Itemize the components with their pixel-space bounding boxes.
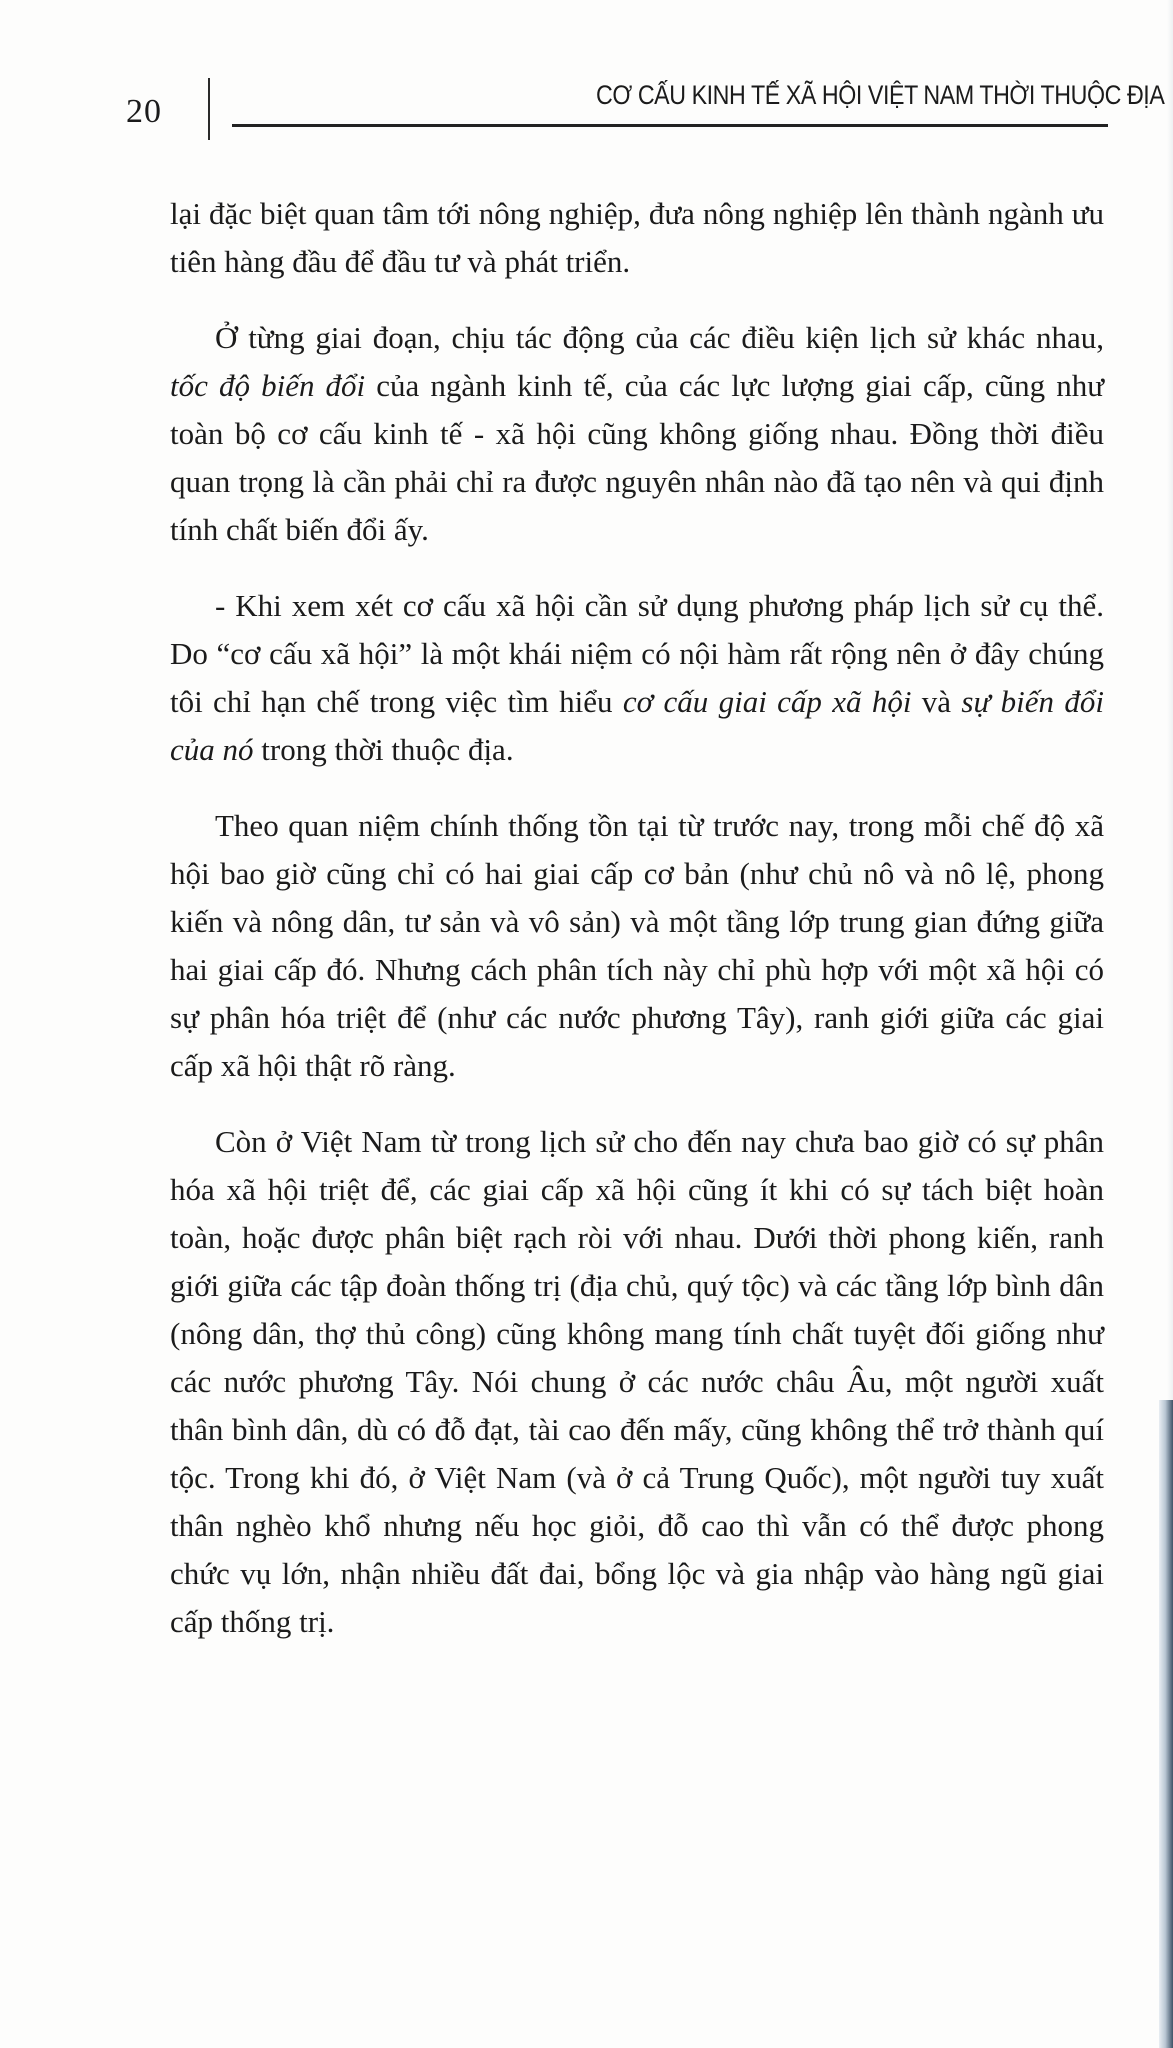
header-divider bbox=[208, 78, 210, 140]
header-rule bbox=[232, 124, 1108, 127]
page-header bbox=[0, 0, 1173, 150]
running-title: CƠ CẤU KINH TẾ XÃ HỘI VIỆT NAM THỜI THUỘC ĐỊA bbox=[596, 80, 1165, 110]
paragraph-2 bbox=[170, 314, 1104, 554]
paragraph-3-italic-1: cơ cấu giai cấp xã hội bbox=[622, 684, 912, 719]
paragraph-3-text-c: và bbox=[911, 684, 962, 719]
paragraph-3-text-a: - Khi xem xét cơ cấu xã hội cần sử dụng phương pháp lịch sử cụ thể. Do “cơ cấu xã hội” là một khái niệm có nội hàm rất rộng nên ở đây chúng tôi chỉ hạn chế trong việc tìm hiểu bbox=[170, 588, 1104, 719]
paragraph-2-italic: tốc độ biến đổi bbox=[170, 368, 366, 403]
page-edge-binding bbox=[1159, 1400, 1173, 2048]
page-number: 20 bbox=[126, 93, 162, 130]
body-text bbox=[170, 190, 1104, 1674]
paragraph-2-text-a: Ở từng giai đoạn, chịu tác động của các điều kiện lịch sử khác nhau, bbox=[215, 320, 1104, 355]
page-edge-shadow bbox=[1167, 0, 1173, 1400]
paragraph-3 bbox=[170, 582, 1104, 774]
paragraph-5: Còn ở Việt Nam từ trong lịch sử cho đến nay chưa bao giờ có sự phân hóa xã hội triệt để, các giai cấp xã hội cũng ít khi có sự tách biệt hoàn toàn, hoặc được phân biệt rạch ròi với nhau. Dưới thời phong kiến, ranh giới giữa các tập đoàn thống trị (địa chủ, quý tộc) và các tầng lớp bình dân (nông dân, thợ thủ công) cũng không mang tính chất tuyệt đối giống như các nước phương Tây. Nói chung ở các nước châu Âu, một người xuất thân bình dân, dù có đỗ đạt, tài cao đến mấy, cũng không thể trở thành quí tộc. Trong khi đó, ở Việt Nam (và ở cả Trung Quốc), một người tuy xuất thân nghèo khổ nhưng nếu học giỏi, đỗ cao thì vẫn có thể được phong chức vụ lớn, nhận nhiều đất đai, bổng lộc và gia nhập vào hàng ngũ giai cấp thống trị. bbox=[170, 1124, 1104, 1639]
paragraph-4: Theo quan niệm chính thống tồn tại từ trước nay, trong mỗi chế độ xã hội bao giờ cũng chỉ có hai giai cấp cơ bản (như chủ nô và nô lệ, phong kiến và nông dân, tư sản và vô sản) và một tầng lớp trung gian đứng giữa hai giai cấp đó. Nhưng cách phân tích này chỉ phù hợp với một xã hội có sự phân hóa triệt để (như các nước phương Tây), ranh giới giữa các giai cấp xã hội thật rõ ràng. bbox=[170, 808, 1104, 1083]
paragraph-2-text-c: của ngành kinh tế, của các lực lượng giai cấp, cũng như toàn bộ cơ cấu kinh tế - xã hội cũng không giống nhau. Đồng thời điều quan trọng là cần phải chỉ ra được nguyên nhân nào đã tạo nên và qui định tính chất biến đổi ấy. bbox=[170, 368, 1105, 547]
paragraph-3-text-e: trong thời thuộc địa. bbox=[253, 732, 514, 767]
paragraph-3-italic-2: sự biến đổi của nó bbox=[170, 684, 1105, 767]
paragraph-1: lại đặc biệt quan tâm tới nông nghiệp, đưa nông nghiệp lên thành ngành ưu tiên hàng đầu để đầu tư và phát triển. bbox=[170, 196, 1104, 279]
